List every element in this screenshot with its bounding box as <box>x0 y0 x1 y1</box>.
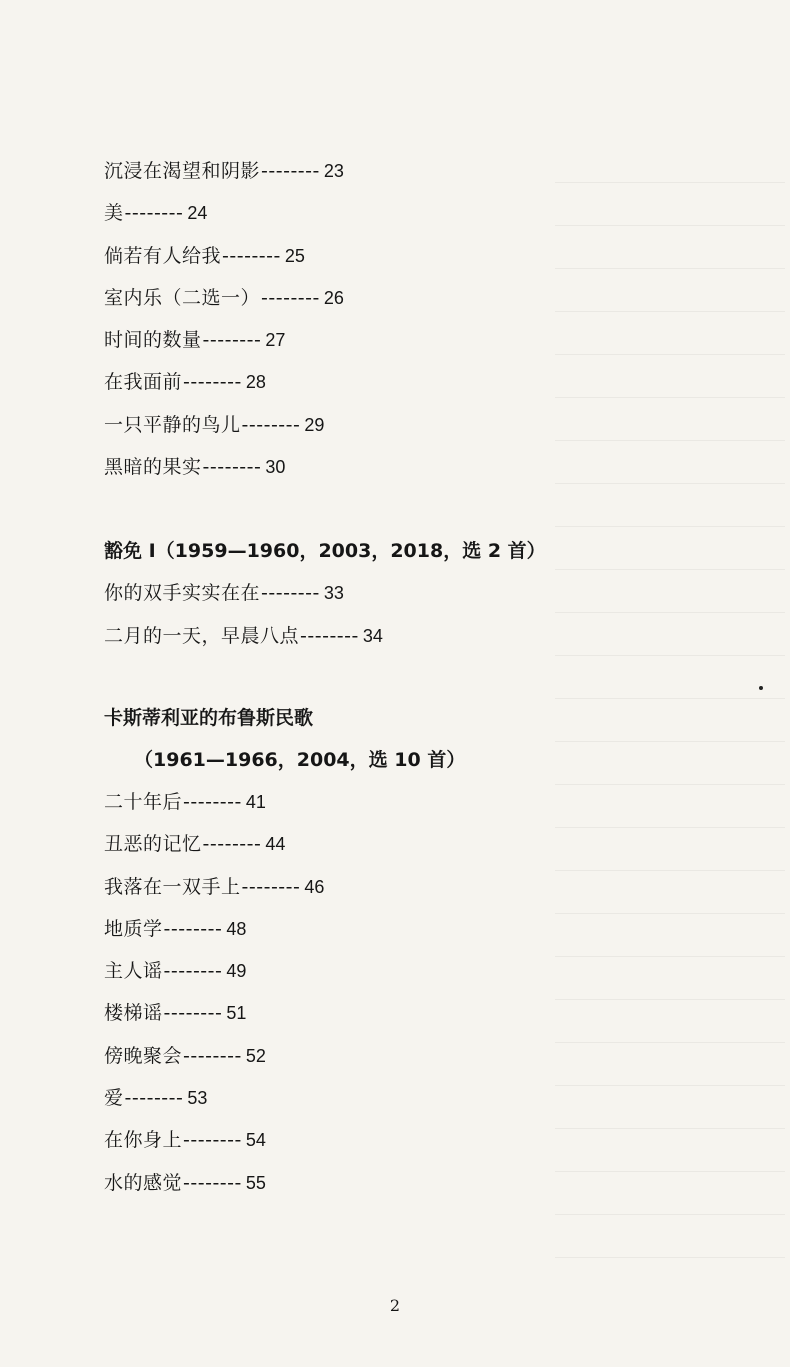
toc-entry <box>104 319 664 361</box>
leader-dots: -------- <box>124 1087 184 1110</box>
toc-entry <box>104 992 664 1034</box>
toc-group-1 <box>104 150 664 488</box>
toc-entry <box>104 1035 664 1077</box>
leader-dots: -------- <box>202 329 262 352</box>
entry-title: 在我面前 <box>104 371 183 394</box>
entry-page: 24 <box>187 203 208 224</box>
leader-dots: -------- <box>163 917 223 940</box>
toc-entry <box>104 361 664 403</box>
toc-entry <box>104 908 664 950</box>
entry-title: 水的感觉 <box>104 1171 183 1194</box>
section-spacer <box>104 657 664 697</box>
entry-title: 一只平静的鸟儿 <box>104 413 241 436</box>
entry-page: 51 <box>226 1003 247 1024</box>
entry-page: 46 <box>304 876 325 897</box>
entry-page: 53 <box>187 1088 208 1109</box>
entry-page: 54 <box>245 1130 266 1151</box>
entry-title: 主人谣 <box>104 960 163 983</box>
entry-title: 倘若有人给我 <box>104 244 222 267</box>
leader-dots: -------- <box>183 790 242 813</box>
leader-dots: -------- <box>241 413 301 436</box>
leader-dots: -------- <box>183 1171 242 1194</box>
entry-title: 在你身上 <box>104 1129 183 1152</box>
leader-dots: -------- <box>163 1002 223 1025</box>
toc-entry <box>104 823 664 865</box>
toc-entry <box>104 404 664 446</box>
leader-dots: -------- <box>261 582 320 605</box>
entry-title: 二十年后 <box>104 790 183 813</box>
entry-page: 33 <box>323 583 344 604</box>
entry-page: 48 <box>226 918 247 939</box>
toc-entry <box>104 235 664 277</box>
entry-title: 爱 <box>104 1087 124 1110</box>
entry-title: 楼梯谣 <box>104 1002 163 1025</box>
leader-dots: -------- <box>183 1129 242 1152</box>
entry-page: 34 <box>362 625 383 646</box>
toc-entry <box>104 866 664 908</box>
entry-page: 23 <box>323 161 344 181</box>
entry-page: 28 <box>245 372 266 393</box>
toc-section-3 <box>104 697 664 1204</box>
ink-speck <box>759 686 763 690</box>
section-subheading: （1961—1966，2004，选 10 首） <box>134 748 466 771</box>
leader-dots: -------- <box>183 371 242 394</box>
entry-page: 26 <box>323 287 344 308</box>
toc-entry <box>104 1162 664 1204</box>
toc-entry <box>104 150 664 192</box>
leader-dots: -------- <box>124 202 184 225</box>
leader-dots: -------- <box>183 1044 242 1067</box>
entry-title: 二月的一天，早晨八点 <box>104 624 300 647</box>
leader-dots: -------- <box>163 960 223 983</box>
toc-entry <box>104 950 664 992</box>
toc-entry <box>104 1119 664 1161</box>
section-heading: 豁免 I（1959—1960，2003，2018，选 2 首） <box>104 540 546 563</box>
toc-entry <box>104 446 664 488</box>
entry-page: 25 <box>284 245 305 266</box>
leader-dots: -------- <box>300 624 359 647</box>
toc-entry <box>104 615 664 657</box>
entry-page: 29 <box>304 414 325 435</box>
entry-page: 49 <box>226 961 247 982</box>
entry-title: 美 <box>104 202 124 225</box>
page-number: 2 <box>389 1296 401 1315</box>
leader-dots: -------- <box>222 244 281 267</box>
section-heading: 卡斯蒂利亚的布鲁斯民歌 <box>104 706 314 729</box>
leader-dots: -------- <box>202 833 262 856</box>
leader-dots: -------- <box>261 286 320 309</box>
entry-title: 我落在一双手上 <box>104 875 241 898</box>
entry-title: 黑暗的果实 <box>104 456 202 479</box>
entry-page: 30 <box>265 457 286 478</box>
entry-title: 时间的数量 <box>104 329 202 352</box>
entry-page: 55 <box>245 1172 266 1193</box>
entry-page: 41 <box>245 791 266 812</box>
entry-title: 沉浸在渴望和阴影 <box>104 160 261 182</box>
entry-title: 地质学 <box>104 917 163 940</box>
toc-entry <box>104 781 664 823</box>
table-of-contents <box>104 150 664 1204</box>
toc-entry <box>104 277 664 319</box>
toc-entry <box>104 192 664 234</box>
leader-dots: -------- <box>202 456 262 479</box>
entry-title: 室内乐（二选一） <box>104 286 261 309</box>
entry-page: 44 <box>265 834 286 855</box>
toc-section-2 <box>104 530 664 657</box>
entry-page: 27 <box>265 330 286 351</box>
toc-entry <box>104 572 664 614</box>
toc-entry <box>104 1077 664 1119</box>
leader-dots: -------- <box>241 875 301 898</box>
leader-dots: -------- <box>261 160 320 182</box>
section-spacer <box>104 488 664 530</box>
entry-page: 52 <box>245 1045 266 1066</box>
entry-title: 傍晚聚会 <box>104 1044 183 1067</box>
entry-title: 你的双手实实在在 <box>104 582 261 605</box>
entry-title: 丑恶的记忆 <box>104 833 202 856</box>
